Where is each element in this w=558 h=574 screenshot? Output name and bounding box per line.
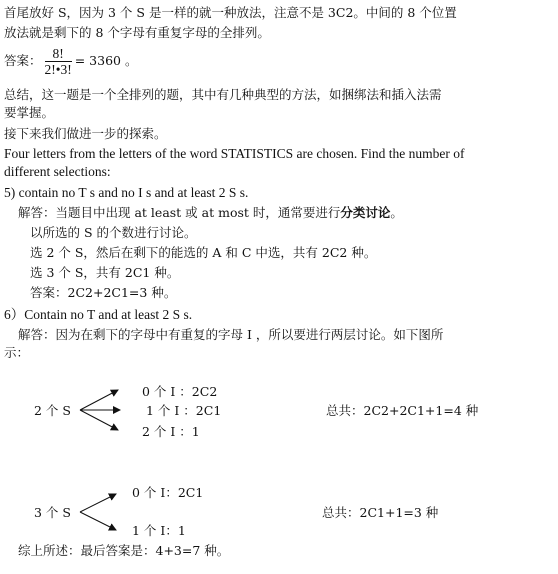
tree-1-branch-1: 0 个 I ：2C2 xyxy=(142,384,218,399)
q5-answer-line-5: 答案：2C2+2C1=3 种。 xyxy=(30,285,177,300)
final-answer: 综上所述：最后答案是：4+3=7 种。 xyxy=(18,543,230,558)
problem-line-1: Four letters from the letters of the word STATISTICS are chosen. Find the number of xyxy=(4,146,465,161)
q5-answer-bold: 分类讨论 xyxy=(340,205,391,220)
answer-formula xyxy=(4,46,137,77)
intro-line-1: 首尾放好 S，因为 3 个 S 是一样的就一种放法，注意不是 3C2。中间的 8 个位置 xyxy=(4,5,457,20)
tree-2-arrows xyxy=(80,494,116,530)
fraction xyxy=(45,46,72,77)
tree-1-arrow-3 xyxy=(80,410,118,430)
q5-answer-prefix: 解答：当题目中出现 at least 或 at most 时，通常要进行 xyxy=(18,205,341,220)
fraction-numerator: 8! xyxy=(45,46,72,62)
summary-line-2: 要掌握。 xyxy=(4,105,55,120)
tree-2-total: 总共：2C1+1=3 种 xyxy=(322,505,439,520)
question-5-title: 5) contain no T s and no I s and at least 2 S s. xyxy=(4,185,249,200)
tree-1-branch-2: 1 个 I ：2C1 xyxy=(146,403,222,418)
q5-answer-end: 。 xyxy=(390,205,403,220)
tree-2-branch-1: 0 个 I：2C1 xyxy=(132,485,204,500)
tree-1-total: 总共：2C2+2C1+1=4 种 xyxy=(326,403,479,418)
q5-answer-line-2: 以所选的 S 的个数进行讨论。 xyxy=(30,225,197,240)
next-step-line: 接下来我们做进一步的探索。 xyxy=(4,126,167,141)
q5-answer-line-4: 选 3 个 S，共有 2C1 种。 xyxy=(30,265,180,280)
summary-line-1: 总结，这一题是一个全排列的题，其中有几种典型的方法，如捆绑法和插入法需 xyxy=(4,87,442,102)
answer-result: = 3360 。 xyxy=(74,53,138,68)
tree-1-arrow-1 xyxy=(80,390,118,410)
question-6-title: 6）Contain no T and at least 2 S s. xyxy=(4,307,193,322)
answer-label: 答案： xyxy=(4,53,42,68)
fraction-denominator: 2!•3! xyxy=(44,62,72,77)
tree-1-branch-3: 2 个 I ：1 xyxy=(142,424,200,439)
q5-answer-line-1 xyxy=(18,204,403,222)
tree-2-root: 3 个 S xyxy=(34,505,71,520)
problem-line-2: different selections: xyxy=(4,164,111,179)
tree-2-arrow-2 xyxy=(80,512,116,530)
tree-1-arrows xyxy=(80,390,120,430)
q6-answer-line-2: 示： xyxy=(4,345,30,360)
tree-1-root: 2 个 S xyxy=(34,403,71,418)
q6-answer-line-1: 解答：因为在剩下的字母中有重复的字母 I ，所以要进行两层讨论。如下图所 xyxy=(18,327,444,342)
tree-2-arrow-1 xyxy=(80,494,116,512)
q5-answer-line-3: 选 2 个 S，然后在剩下的能选的 A 和 C 中选，共有 2C2 种。 xyxy=(30,245,377,260)
tree-2-branch-2: 1 个 I：1 xyxy=(132,523,186,538)
intro-line-2: 放法就是剩下的 8 个字母有重复字母的全排列。 xyxy=(4,25,270,40)
